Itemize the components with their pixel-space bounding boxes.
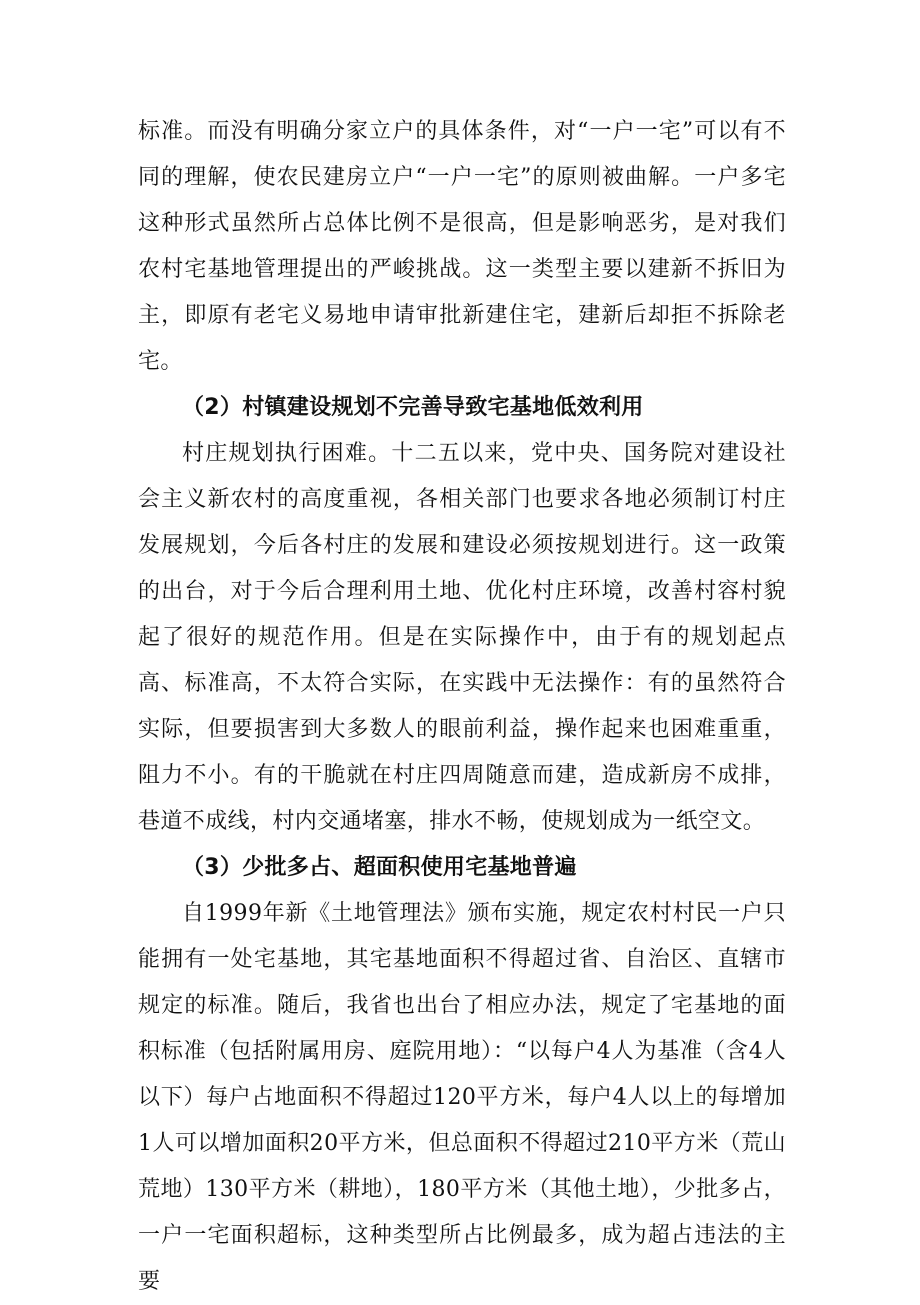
document-body — [138, 109, 786, 1305]
section-heading-2: （2）村镇建设规划不完善导致宅基地低效利用 — [182, 395, 644, 420]
paragraph-village-planning: 村庄规划执行困难。十二五以来，党中央、国务院对建设社会主义新农村的高度重视，各相关部门也要求各地必须制订村庄发展规划，今后各村庄的发展和建设必须按规划进行。这一政策的出台，对于今后合理利用土地、优化村庄环境，改善村容村貌起了很好的规范作用。但是在实际操作中，由于有的规划起点高、标准高，不太符合实际，在实践中无法操作：有的虽然符合实际，但要损害到大多数人的眼前利益，操作起来也困难重重，阻力不小。有的干脆就在村庄四周随意而建，造成新房不成排，巷道不成线，村内交通堵塞，排水不畅，使规划成为一纸空文。 — [138, 441, 786, 834]
paragraph-land-law: 自1999年新《土地管理法》颁布实施，规定农村村民一户只能拥有一处宅基地，其宅基地面积不得超过省、自治区、直辖市规定的标准。随后，我省也出台了相应办法，规定了宅基地的面积标准（包括附属用房、庭院用地）：“以每户4人为基准（含4人以下）每户占地面积不得超过120平方米，每户4人以上的每增加1人可以增加面积20平方米，但总面积不得超过210平方米（荒山荒地）130平方米（耕地），180平方米（其他土地），少批多占，一户一宅面积超标，这种类型所占比例最多，成为超占违法的主要 — [138, 901, 786, 1294]
paragraph-continuation: 标准。而没有明确分家立户的具体条件，对“一户一宅”可以有不同的理解，使农民建房立户“一户一宅”的原则被曲解。一户多宅这种形式虽然所占总体比例不是很高，但是影响恶劣，是对我们农村宅基地管理提出的严峻挑战。这一类型主要以建新不拆旧为主，即原有老宅义易地申请审批新建住宅，建新后却拒不拆除老宅。 — [138, 119, 786, 374]
section-heading-3: （3）少批多占、超面积使用宅基地普遍 — [182, 855, 577, 880]
